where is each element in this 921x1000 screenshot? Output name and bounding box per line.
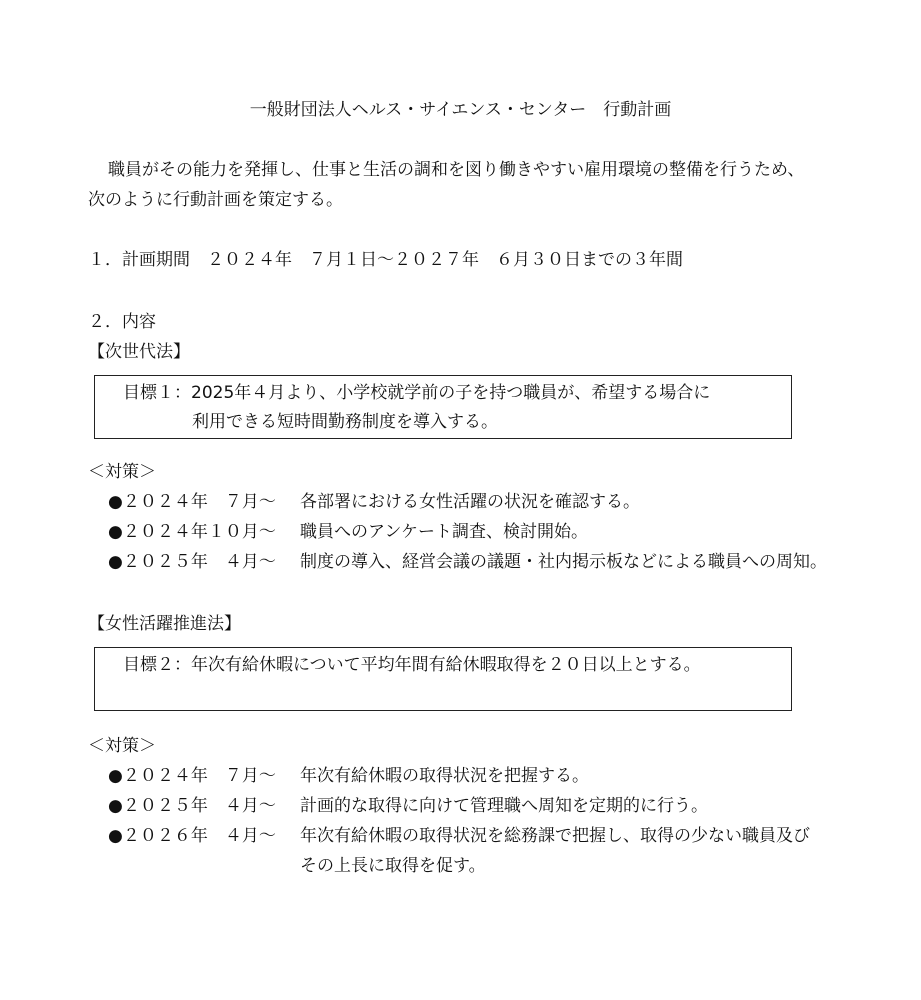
intro-line-1: 職員がその能力を発揮し、仕事と生活の調和を図り働きやすい雇用環境の整備を行うため、 [108,160,805,180]
goal-1-line-1: 目標１：2025年４月より、小学校就学前の子を持つ職員が、希望する場合に [123,383,711,403]
list-item [108,794,708,818]
law-2-label: 【女性活躍推進法】 [88,614,241,634]
law-1-label: 【次世代法】 [88,342,190,362]
measure-text: 年次有給休暇の取得状況を把握する。 [300,766,589,786]
measure-text: 年次有給休暇の取得状況を総務課で把握し、取得の少ない職員及び [300,826,810,846]
list-item [108,550,827,574]
goal-1-line-2: 利用できる短時間勤務制度を導入する。 [192,412,498,432]
measure-date: ●２０２４年１０月～ [108,522,276,542]
section-1-heading: １．計画期間 ２０２４年 ７月１日～２０２７年 ６月３０日までの３年間 [88,250,683,270]
law-2-measures-label: ＜対策＞ [88,736,156,756]
intro-line-2: 次のように行動計画を策定する。 [88,190,343,210]
section-2-heading: ２．内容 [88,312,156,332]
goal-1-box [94,375,792,439]
list-item [108,764,589,788]
law-1-measures-label: ＜対策＞ [88,462,156,482]
list-item [108,490,640,514]
measure-text: 計画的な取得に向けて管理職へ周知を定期的に行う。 [300,796,708,816]
measure-date: ●２０２４年 ７月～ [108,766,276,786]
document-title: 一般財団法人ヘルス・サイエンス・センター 行動計画 [249,100,672,120]
measure-text: 職員へのアンケート調査、検討開始。 [300,522,588,542]
measure-text: 制度の導入、経営会議の議題・社内掲示板などによる職員への周知。 [300,552,827,572]
measure-date: ●２０２６年 ４月～ [108,826,276,846]
measure-date: ●２０２５年 ４月～ [108,552,276,572]
list-item [108,824,810,848]
goal-2-line-1: 目標２：年次有給休暇について平均年間有給休暇取得を２０日以上とする。 [123,655,701,675]
list-item [108,520,588,544]
goal-2-box [94,647,792,711]
measure-text-continuation: その上長に取得を促す。 [300,856,486,876]
measure-text: 各部署における女性活躍の状況を確認する。 [300,492,640,512]
measure-date: ●２０２４年 ７月～ [108,492,276,512]
measure-date: ●２０２５年 ４月～ [108,796,276,816]
